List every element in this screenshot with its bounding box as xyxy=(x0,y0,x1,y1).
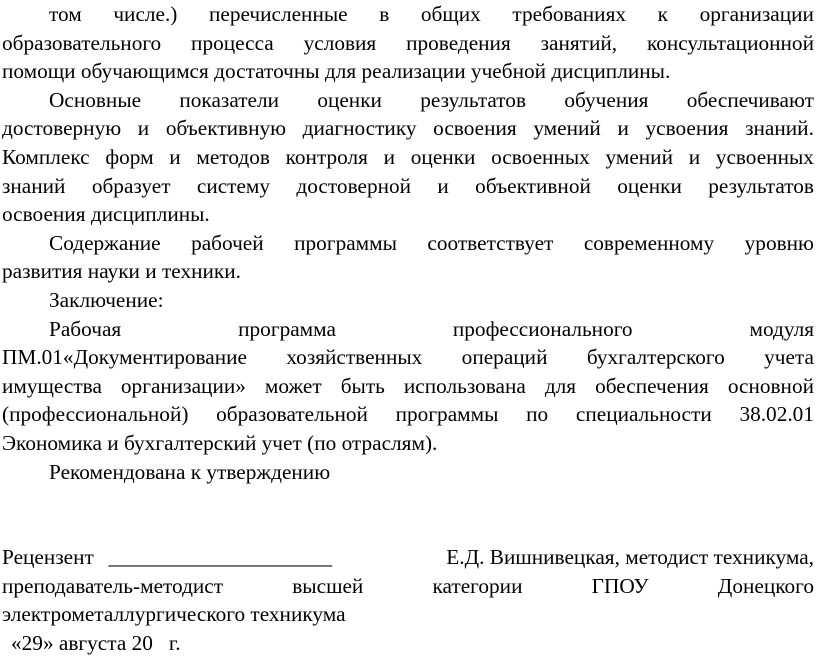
word: к xyxy=(657,2,668,26)
word: преподаватель-методист xyxy=(2,573,224,598)
word: занятий, xyxy=(540,30,618,55)
word: может xyxy=(264,373,322,398)
word: программы xyxy=(395,402,499,427)
word: и xyxy=(437,173,449,198)
paragraph-conclusion xyxy=(2,315,814,458)
text-line xyxy=(2,315,814,344)
text-line xyxy=(2,114,814,143)
word: и xyxy=(617,116,629,141)
word: форм xyxy=(105,144,154,169)
text-line: Рекомендована к утверждению xyxy=(49,459,331,484)
section-heading: Заключение: xyxy=(49,287,164,312)
word: систему xyxy=(196,173,271,198)
text-line xyxy=(2,0,814,29)
word: модуля xyxy=(749,316,814,341)
word: программы xyxy=(294,230,397,255)
word: и xyxy=(688,144,701,169)
word: в xyxy=(379,2,390,26)
word: современному xyxy=(583,230,715,255)
text-line xyxy=(2,400,814,429)
word: программа xyxy=(238,316,336,341)
word: основной xyxy=(727,373,814,398)
paragraph-conclusion-heading xyxy=(2,286,814,315)
word: использована xyxy=(403,373,526,398)
word: оценки xyxy=(410,144,476,169)
reviewer-name: Е.Д. Вишнивецкая, методист техникума, xyxy=(446,545,814,570)
word: процесса xyxy=(191,30,274,55)
word: усвоенных xyxy=(715,144,814,169)
word: усвоения xyxy=(645,116,729,141)
text-line xyxy=(2,29,814,58)
word: объективную xyxy=(165,116,287,141)
word: Рабочая xyxy=(49,316,122,341)
text-line: освоения дисциплины. xyxy=(2,202,210,227)
paragraph-intro xyxy=(2,0,814,86)
word: обеспечивают xyxy=(686,87,814,112)
text-line xyxy=(2,172,814,201)
word: Донецкого xyxy=(717,573,814,598)
word: консультационной xyxy=(646,30,814,55)
word: объективной xyxy=(475,173,591,198)
word: знаний xyxy=(2,173,66,198)
word: условия xyxy=(303,30,377,55)
text-line: развития науки и техники. xyxy=(2,259,241,284)
word: имущества xyxy=(2,373,102,398)
word: умений xyxy=(605,144,673,169)
word: Комплекс xyxy=(2,144,90,169)
word: ПМ.01«Документирование xyxy=(2,345,247,370)
word: операций xyxy=(461,345,548,370)
word: хозяйственных xyxy=(286,345,423,370)
word: результатов xyxy=(708,173,814,198)
reviewer-line xyxy=(2,543,814,572)
word: уровню xyxy=(744,230,814,255)
word: перечисленные xyxy=(209,2,348,26)
word: учета xyxy=(764,345,814,370)
word: Основные xyxy=(49,87,142,112)
text-line xyxy=(2,143,814,172)
word: освоения xyxy=(433,116,517,141)
word: ГПОУ xyxy=(591,573,649,598)
word: оценки xyxy=(317,87,382,112)
paragraph-recommendation xyxy=(2,458,814,487)
word: образует xyxy=(91,173,171,198)
reviewer-position xyxy=(2,572,814,601)
word: бухгалтерского xyxy=(586,345,725,370)
word: образовательной xyxy=(216,402,368,427)
word: обеспечения xyxy=(595,373,709,398)
word: по xyxy=(526,402,549,427)
text-line xyxy=(2,229,814,258)
word: диагностику xyxy=(302,116,417,141)
word: оценки xyxy=(617,173,682,198)
word: (профессиональной) xyxy=(2,402,189,427)
word: требованиях xyxy=(512,2,627,26)
review-date: «29» августа 20 г. xyxy=(11,630,181,655)
word: категории xyxy=(432,573,523,598)
word: знаний. xyxy=(745,116,814,141)
word: и xyxy=(383,144,396,169)
word: освоенных xyxy=(491,144,590,169)
word: методов xyxy=(196,144,270,169)
word: показатели xyxy=(179,87,280,112)
word: профессионального xyxy=(452,316,633,341)
text-line xyxy=(2,86,814,115)
word: общих xyxy=(420,2,481,26)
word: рабочей xyxy=(191,230,264,255)
word: числе.) xyxy=(113,2,178,26)
paragraph-content xyxy=(2,229,814,286)
word: соответствует xyxy=(427,230,554,255)
word: результатов xyxy=(420,87,527,112)
word: образовательного xyxy=(2,30,162,55)
word: умений xyxy=(533,116,601,141)
word: высшей xyxy=(292,573,364,598)
word: быть xyxy=(340,373,385,398)
word: 38.02.01 xyxy=(739,402,814,427)
word: специальности xyxy=(575,402,712,427)
word: Содержание xyxy=(49,230,161,255)
word: достоверную xyxy=(2,116,122,141)
word: достоверной xyxy=(296,173,412,198)
reviewer-label: Рецензент xyxy=(2,545,94,570)
text-line xyxy=(2,372,814,401)
paragraph-indicators xyxy=(2,86,814,229)
text-line: помощи обучающимся достаточны для реализации учебной дисциплины. xyxy=(2,59,671,84)
word: том xyxy=(49,2,82,26)
word: организации» xyxy=(120,373,246,398)
spacer xyxy=(2,486,814,543)
word: контроля xyxy=(285,144,368,169)
word: для xyxy=(544,373,577,398)
text-line xyxy=(2,343,814,372)
text-line: Экономика и бухгалтерский учет (по отраслям). xyxy=(2,430,438,455)
reviewer-block xyxy=(2,543,814,657)
word: проведения xyxy=(406,30,511,55)
word: обучения xyxy=(564,87,649,112)
signature-line: _____________________ xyxy=(108,545,333,570)
word: и xyxy=(137,116,150,141)
word: организации xyxy=(699,2,814,26)
reviewer-organization: электрометаллургического техникума xyxy=(2,602,346,627)
word: и xyxy=(169,144,181,169)
